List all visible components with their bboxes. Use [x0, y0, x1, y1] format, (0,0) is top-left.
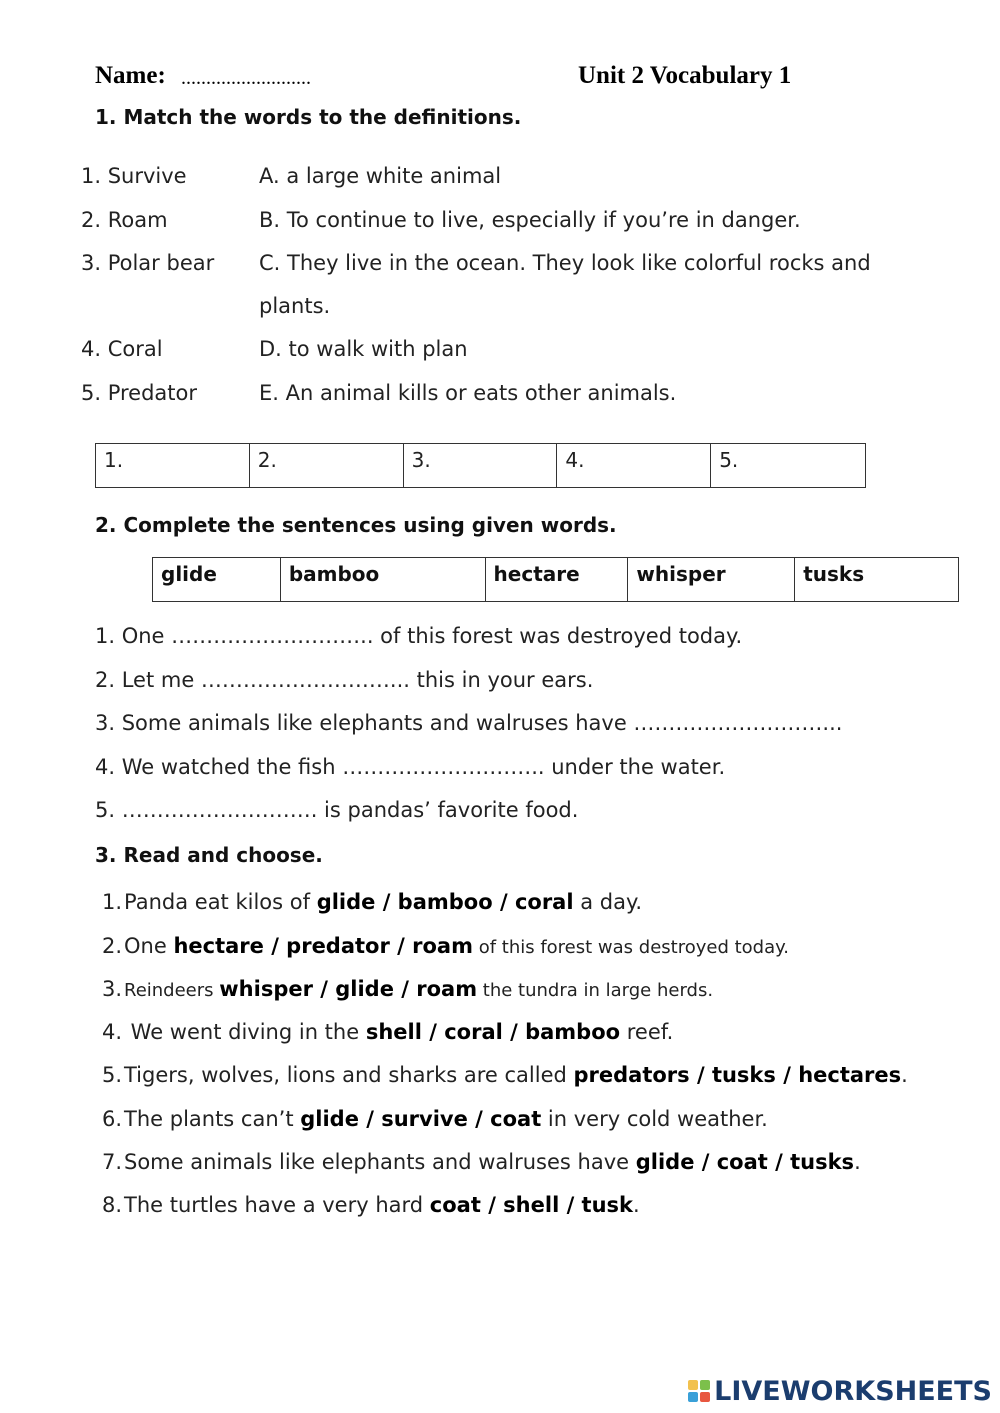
worksheet-title: Unit 2 Vocabulary 1: [578, 62, 792, 89]
fill-sentence[interactable]: 5. ………………………. is pandas’ favorite food.: [95, 798, 579, 822]
answer-cell-3[interactable]: 3.: [403, 444, 557, 488]
word-box: [152, 557, 959, 602]
answer-cell-5[interactable]: 5.: [711, 444, 866, 488]
choice-options[interactable]: glide / bamboo / coral: [316, 890, 574, 914]
match-word: 1. Survive: [81, 164, 187, 188]
section3-heading: 3. Read and choose.: [95, 843, 323, 867]
choice-options[interactable]: hectare / predator / roam: [173, 934, 473, 958]
fill-sentence[interactable]: 1. One ……………………….. of this forest was destroyed today.: [95, 624, 743, 648]
name-blank[interactable]: ..........................: [181, 67, 311, 89]
match-definition: C. They live in the ocean. They look like colorful rocks and: [259, 251, 871, 275]
liveworksheets-logo-icon: [688, 1380, 710, 1402]
word-box-item: bamboo: [280, 558, 485, 602]
section1-heading: 1. Match the words to the definitions.: [95, 105, 522, 129]
choice-item: 7.Some animals like elephants and walruses have glide / coat / tusks.: [102, 1150, 861, 1174]
match-definition: B. To continue to live, especially if you’re in danger.: [259, 208, 801, 232]
choice-options[interactable]: glide / coat / tusks: [635, 1150, 855, 1174]
choice-options[interactable]: shell / coral / bamboo: [365, 1020, 621, 1044]
match-word: 4. Coral: [81, 337, 163, 361]
match-word: 5. Predator: [81, 381, 198, 405]
answer-grid: [95, 443, 866, 488]
choice-options[interactable]: glide / survive / coat: [300, 1107, 542, 1131]
choice-options[interactable]: whisper / glide / roam: [219, 977, 478, 1001]
choice-item: 8.The turtles have a very hard coat / shell / tusk.: [102, 1193, 640, 1217]
choice-item: 4. We went diving in the shell / coral / bamboo reef.: [102, 1020, 674, 1044]
word-box-item: hectare: [485, 558, 628, 602]
choice-item: 1.Panda eat kilos of glide / bamboo / coral a day.: [102, 890, 643, 914]
word-box-item: whisper: [628, 558, 795, 602]
fill-sentence[interactable]: 3. Some animals like elephants and walruses have ………………………...: [95, 711, 843, 735]
section2-heading: 2. Complete the sentences using given words.: [95, 513, 617, 537]
match-definition-continued: plants.: [259, 294, 331, 318]
fill-sentence[interactable]: 4. We watched the fish ……………………….. under the water.: [95, 755, 726, 779]
match-word: 2. Roam: [81, 208, 168, 232]
match-definition: E. An animal kills or eats other animals.: [259, 381, 677, 405]
match-definition: A. a large white animal: [259, 164, 502, 188]
word-box-item: glide: [153, 558, 281, 602]
choice-item: 2.One hectare / predator / roam of this forest was destroyed today.: [102, 934, 789, 958]
answer-cell-2[interactable]: 2.: [249, 444, 403, 488]
match-word: 3. Polar bear: [81, 251, 215, 275]
choice-item: 3. Reindeers whisper / glide / roam the tundra in large herds.: [102, 977, 714, 1001]
fill-sentence[interactable]: 2. Let me ………………………... this in your ears.: [95, 668, 594, 692]
word-box-item: tusks: [795, 558, 959, 602]
choice-item: 6.The plants can’t glide / survive / coat in very cold weather.: [102, 1107, 768, 1131]
answer-cell-1[interactable]: 1.: [96, 444, 250, 488]
match-definition: D. to walk with plan: [259, 337, 468, 361]
logo-text: LIVEWORKSHEETS: [714, 1375, 992, 1407]
answer-cell-4[interactable]: 4.: [557, 444, 711, 488]
choice-item: 5.Tigers, wolves, lions and sharks are called predators / tusks / hectares.: [102, 1063, 908, 1087]
name-label: Name:: [95, 62, 166, 89]
liveworksheets-logo: [688, 1375, 992, 1407]
choice-options[interactable]: coat / shell / tusk: [429, 1193, 634, 1217]
choice-options[interactable]: predators / tusks / hectares: [573, 1063, 902, 1087]
